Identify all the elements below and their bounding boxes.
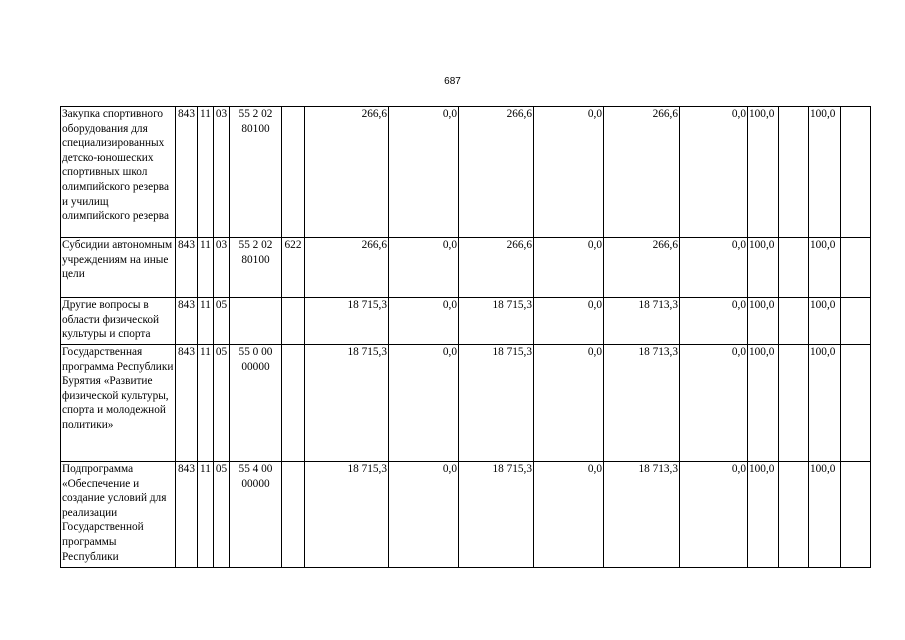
amount-cell-5: 266,6 (604, 238, 680, 298)
percent-cell-2: 100,0 (809, 107, 841, 238)
row-name-cell: Другие вопросы в области физической культуры и спорта (61, 298, 176, 345)
target-article-cell (230, 298, 282, 345)
percent-cell-2: 100,0 (809, 462, 841, 568)
subsection-code-cell: 05 (214, 462, 230, 568)
table-row (61, 345, 871, 462)
subsection-code-cell: 05 (214, 298, 230, 345)
empty-cell-2 (841, 345, 871, 462)
table-row (61, 462, 871, 568)
empty-cell-1 (779, 238, 809, 298)
amount-cell-6: 0,0 (680, 238, 748, 298)
amount-cell-5: 18 713,3 (604, 345, 680, 462)
empty-cell-2 (841, 462, 871, 568)
target-article-cell: 55 2 02 80100 (230, 107, 282, 238)
amount-cell-4: 0,0 (534, 462, 604, 568)
target-article-cell: 55 4 00 00000 (230, 462, 282, 568)
empty-cell-2 (841, 298, 871, 345)
percent-cell-2: 100,0 (809, 345, 841, 462)
target-article-cell: 55 0 00 00000 (230, 345, 282, 462)
amount-cell-1: 18 715,3 (305, 298, 389, 345)
amount-cell-3: 18 715,3 (459, 298, 534, 345)
subsection-code-cell: 03 (214, 238, 230, 298)
amount-cell-2: 0,0 (389, 238, 459, 298)
amount-cell-6: 0,0 (680, 345, 748, 462)
percent-cell-1: 100,0 (748, 345, 779, 462)
ministry-code-cell: 843 (176, 345, 198, 462)
section-code-cell: 11 (198, 238, 214, 298)
percent-cell-1: 100,0 (748, 462, 779, 568)
amount-cell-4: 0,0 (534, 238, 604, 298)
row-name-cell: Субсидии автономным учреждениям на иные цели (61, 238, 176, 298)
amount-cell-5: 18 713,3 (604, 462, 680, 568)
row-name-cell: Закупка спортивного оборудования для специализированных детско-юношеских спортивных школ олимпийского резерва и училищ олимпийского резерва (61, 107, 176, 238)
percent-cell-1: 100,0 (748, 238, 779, 298)
amount-cell-3: 266,6 (459, 238, 534, 298)
table-row (61, 238, 871, 298)
amount-cell-5: 18 713,3 (604, 298, 680, 345)
amount-cell-2: 0,0 (389, 107, 459, 238)
amount-cell-4: 0,0 (534, 298, 604, 345)
empty-cell-1 (779, 345, 809, 462)
expense-type-cell (282, 345, 305, 462)
ministry-code-cell: 843 (176, 238, 198, 298)
subsection-code-cell: 05 (214, 345, 230, 462)
amount-cell-3: 18 715,3 (459, 462, 534, 568)
amount-cell-6: 0,0 (680, 462, 748, 568)
page-number: 687 (444, 76, 461, 87)
subsection-code-cell: 03 (214, 107, 230, 238)
amount-cell-4: 0,0 (534, 345, 604, 462)
amount-cell-2: 0,0 (389, 462, 459, 568)
row-name-cell: Государственная программа Республики Бурятия «Развитие физической культуры, спорта и молодежной политики» (61, 345, 176, 462)
expense-type-cell (282, 298, 305, 345)
amount-cell-2: 0,0 (389, 345, 459, 462)
section-code-cell: 11 (198, 298, 214, 345)
percent-cell-1: 100,0 (748, 298, 779, 345)
section-code-cell: 11 (198, 107, 214, 238)
amount-cell-2: 0,0 (389, 298, 459, 345)
section-code-cell: 11 (198, 462, 214, 568)
amount-cell-6: 0,0 (680, 298, 748, 345)
percent-cell-2: 100,0 (809, 238, 841, 298)
table-row (61, 107, 871, 238)
empty-cell-1 (779, 298, 809, 345)
amount-cell-6: 0,0 (680, 107, 748, 238)
amount-cell-1: 266,6 (305, 238, 389, 298)
expense-type-cell (282, 107, 305, 238)
target-article-cell: 55 2 02 80100 (230, 238, 282, 298)
amount-cell-4: 0,0 (534, 107, 604, 238)
expense-type-cell: 622 (282, 238, 305, 298)
ministry-code-cell: 843 (176, 462, 198, 568)
amount-cell-3: 266,6 (459, 107, 534, 238)
ministry-code-cell: 843 (176, 107, 198, 238)
ministry-code-cell: 843 (176, 298, 198, 345)
amount-cell-1: 18 715,3 (305, 345, 389, 462)
empty-cell-2 (841, 107, 871, 238)
percent-cell-2: 100,0 (809, 298, 841, 345)
amount-cell-3: 18 715,3 (459, 345, 534, 462)
empty-cell-2 (841, 238, 871, 298)
section-code-cell: 11 (198, 345, 214, 462)
empty-cell-1 (779, 107, 809, 238)
amount-cell-1: 18 715,3 (305, 462, 389, 568)
budget-table (60, 106, 871, 568)
amount-cell-1: 266,6 (305, 107, 389, 238)
row-name-cell: Подпрограмма «Обеспечение и создание условий для реализации Государственной программы Республики (61, 462, 176, 568)
empty-cell-1 (779, 462, 809, 568)
percent-cell-1: 100,0 (748, 107, 779, 238)
table-row (61, 298, 871, 345)
expense-type-cell (282, 462, 305, 568)
amount-cell-5: 266,6 (604, 107, 680, 238)
